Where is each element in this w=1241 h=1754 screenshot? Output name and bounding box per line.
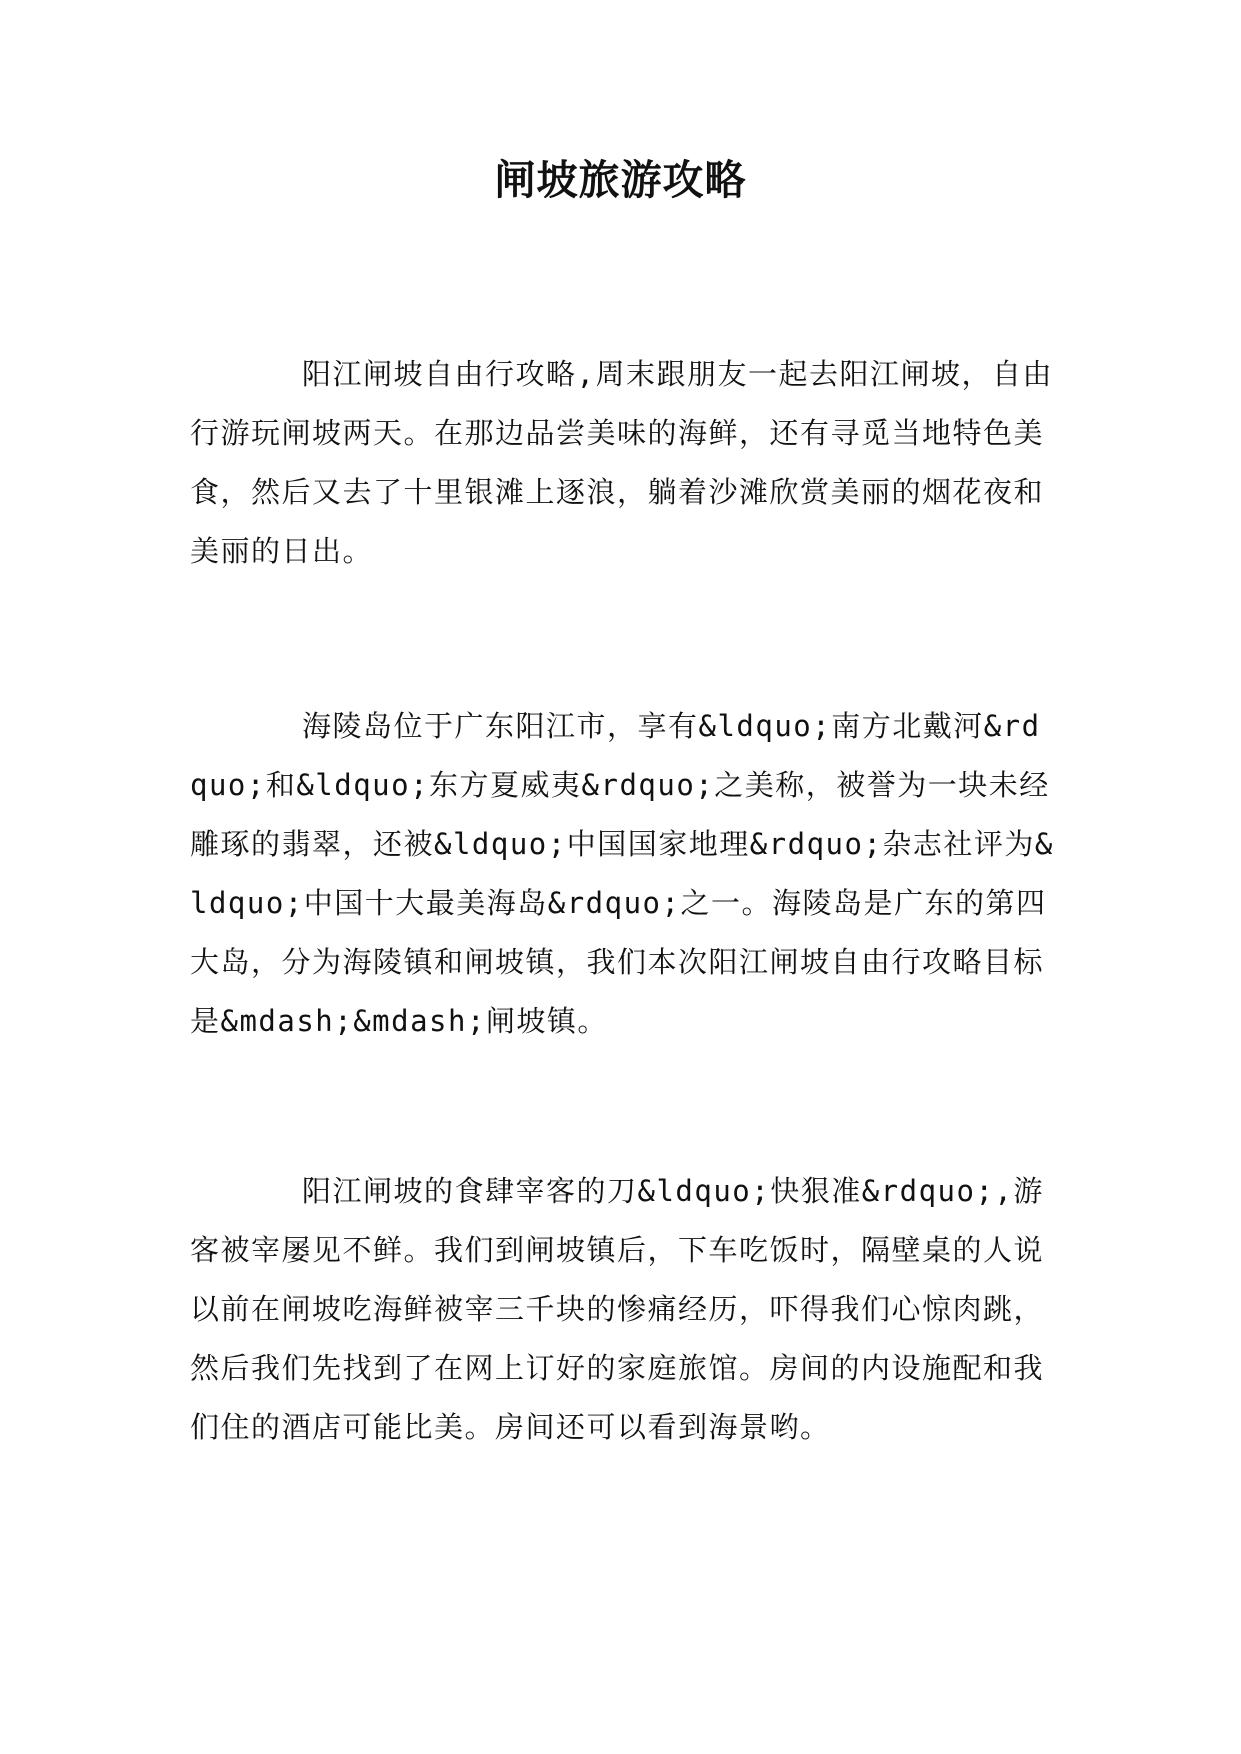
page-title: 闸坡旅游攻略 [494,156,747,204]
paragraph-dining-lodging: 阳江闸坡的食肆宰客的刀&ldquo;快狠准&rdquo;,游客被宰屡见不鲜。我们到闸坡镇后，下车吃饭时，隔壁桌的人说以前在闸坡吃海鲜被宰三千块的惨痛经历，吓得我们心惊肉跳，然后我们先找到了在网上订好的家庭旅馆。房间的内设施配和我们住的酒店可能比美。房间还可以看到海景哟。 [190,1174,1045,1444]
paragraph-hailing-island: 海陵岛位于广东阳江市，享有&ldquo;南方北戴河&rdquo;和&ldquo;东方夏威夷&rdquo;之美称，被誉为一块未经雕琢的翡翠，还被&ldquo;中国国家地理&rdquo;杂志社评为&ldquo;中国十大最美海岛&rdquo;之一。海陵岛是广东的第四大岛，分为海陵镇和闸坡镇，我们本次阳江闸坡自由行攻略目标是&mdash;&mdash;闸坡镇。 [190,709,1054,1038]
paragraph-intro: 阳江闸坡自由行攻略,周末跟朋友一起去阳江闸坡，自由行游玩闸坡两天。在那边品尝美味的海鲜，还有寻觅当地特色美食，然后又去了十里银滩上逐浪，躺着沙滩欣赏美丽的烟花夜和美丽的日出。 [190,357,1053,568]
